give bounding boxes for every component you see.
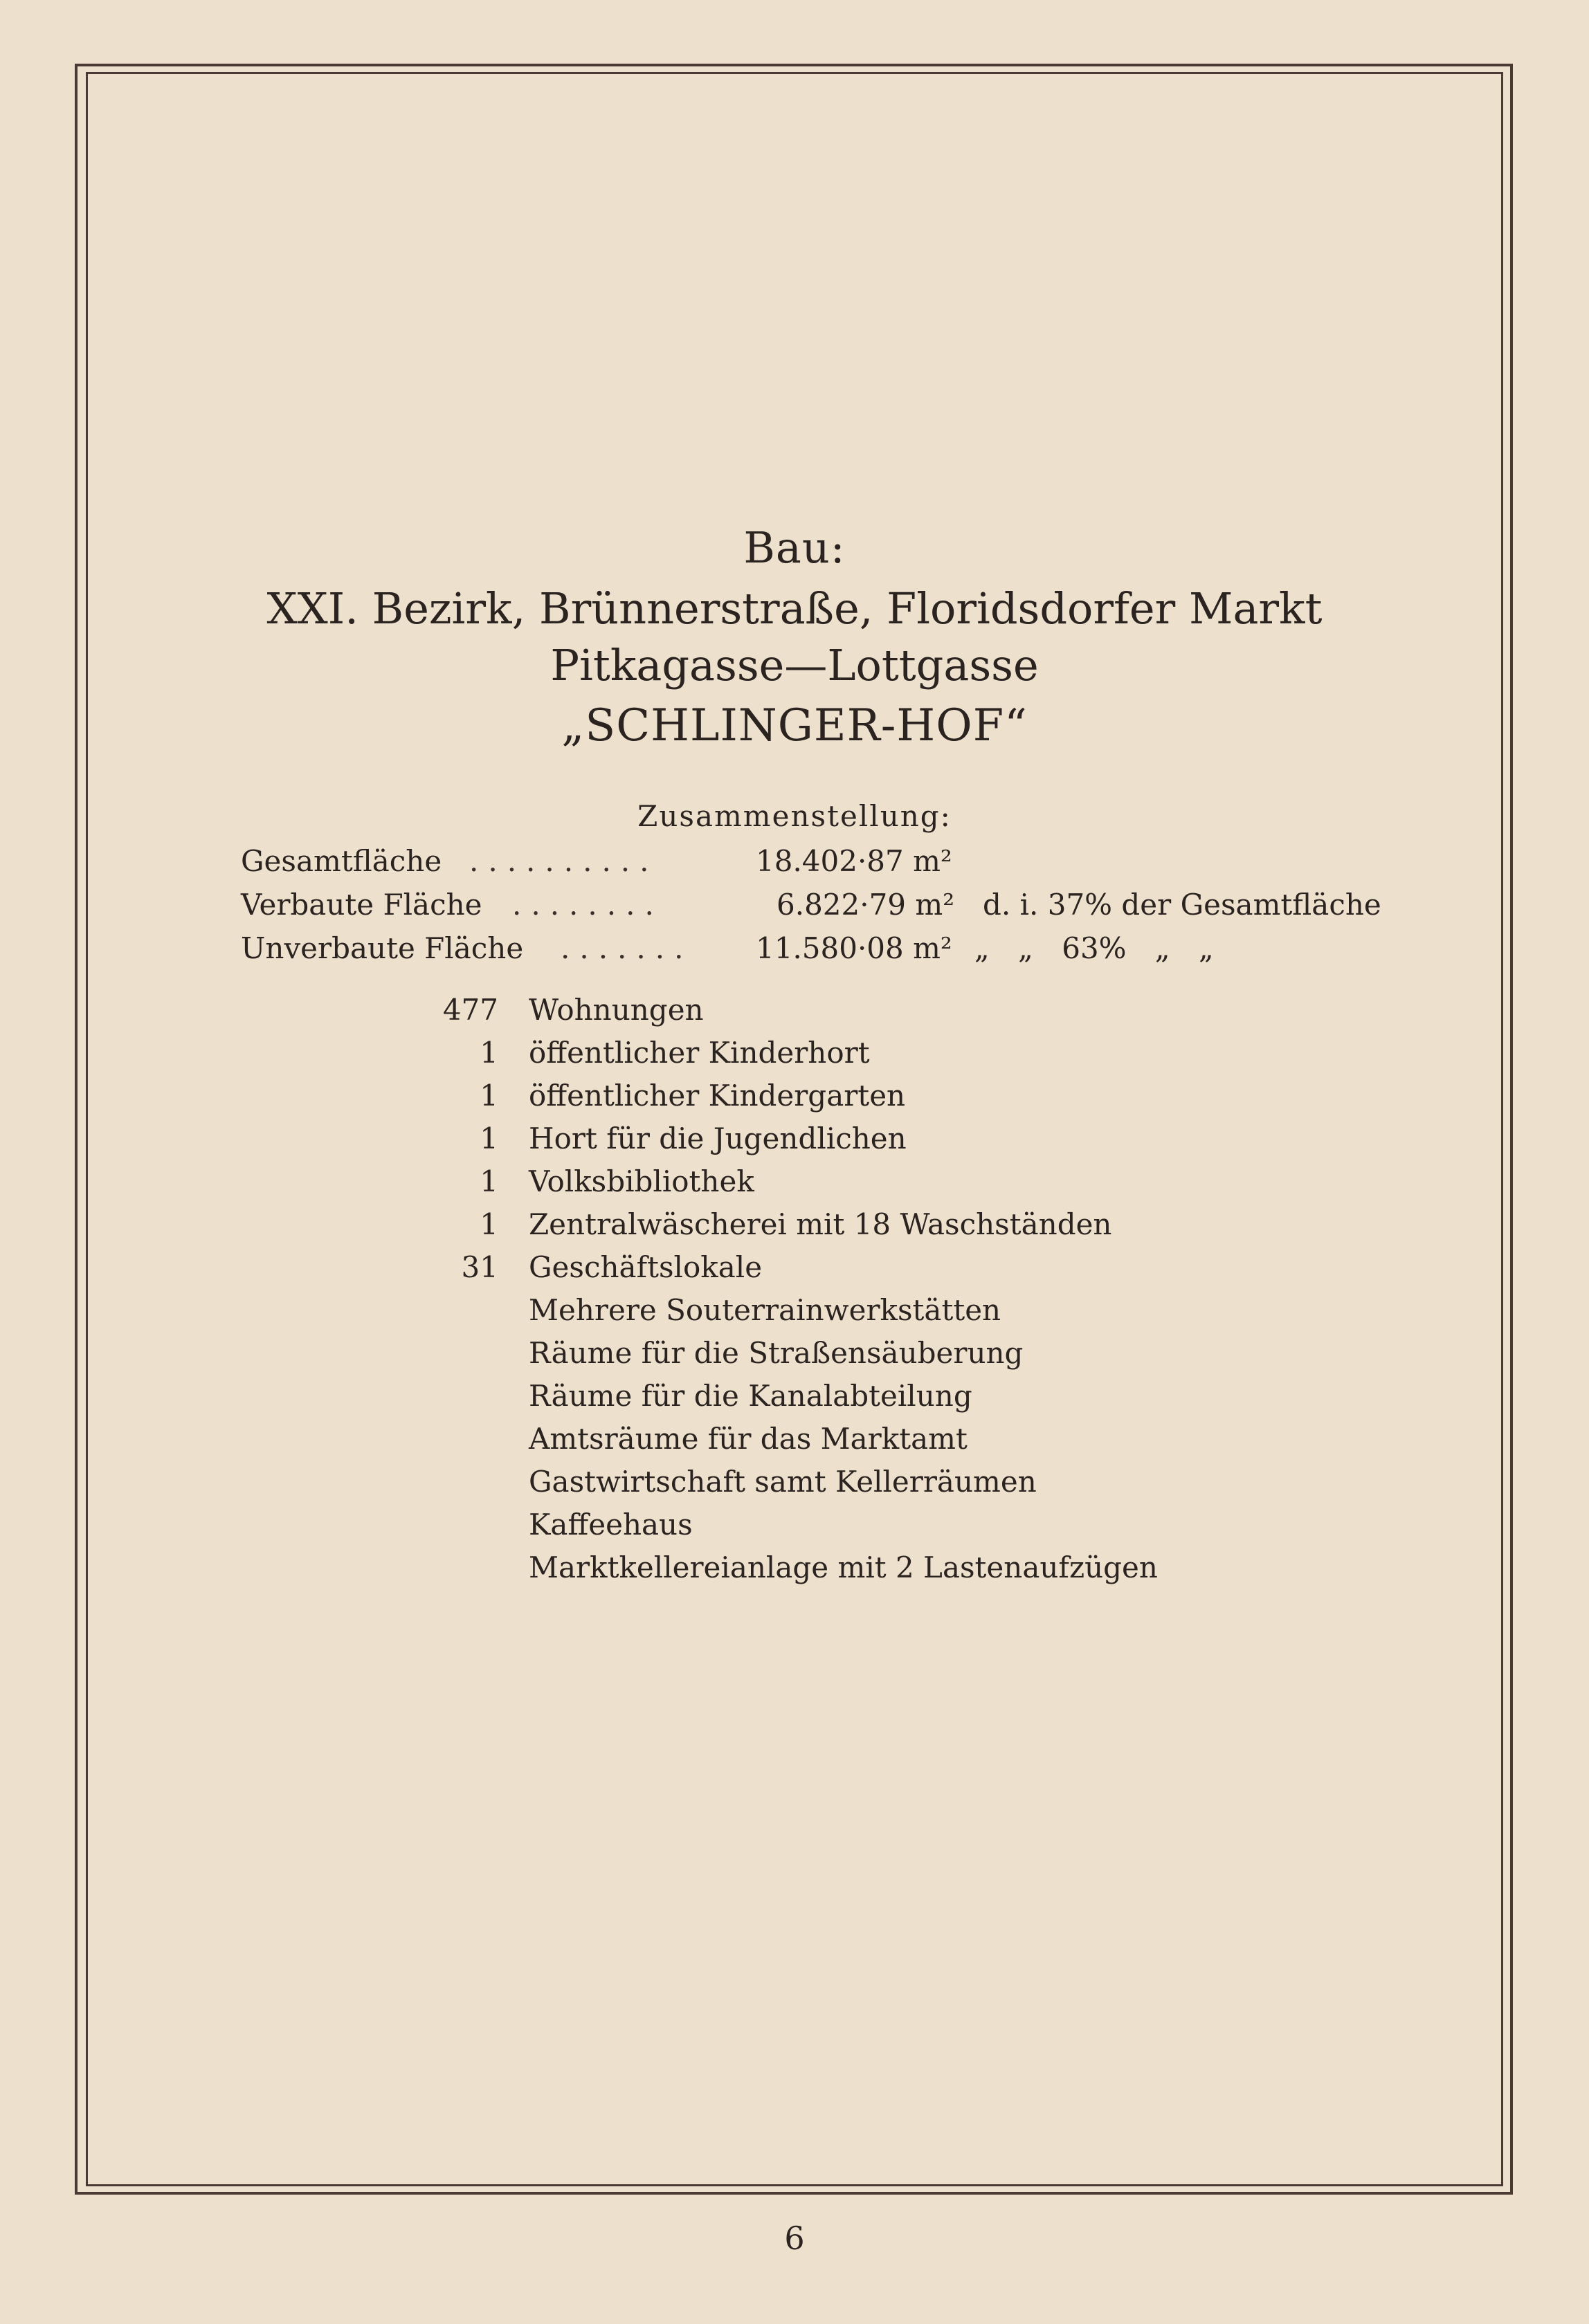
address-line-1: XXI. Bezirk, Brünnerstraße, Floridsdorfer Markt — [266, 583, 1323, 634]
item-count: 1 — [480, 1164, 498, 1198]
dot-leader: .......... — [469, 844, 659, 878]
item-count: 1 — [480, 1207, 498, 1241]
area-label: Unverbaute Fläche — [241, 931, 524, 965]
item-label: Marktkellereianlage mit 2 Lastenaufzügen — [529, 1550, 1158, 1584]
building-name: „SCHLINGER-HOF“ — [561, 700, 1028, 751]
item-count: 477 — [442, 993, 498, 1027]
item-label: Zentralwäscherei mit 18 Waschständen — [529, 1207, 1112, 1241]
area-note: „ „ 63% „ „ — [974, 931, 1214, 965]
item-label: öffentlicher Kindergarten — [529, 1079, 906, 1113]
item-label: Hort für die Jugendlichen — [529, 1122, 907, 1155]
address-line-2: Pitkagasse—Lottgasse — [550, 640, 1039, 690]
item-label: Räume für die Straßensäuberung — [529, 1336, 1024, 1370]
area-value: 6.822·79 m² — [777, 888, 955, 922]
item-label: Wohnungen — [529, 993, 704, 1027]
section-label: Bau: — [743, 522, 846, 573]
item-count: 1 — [480, 1036, 498, 1070]
area-value: 18.402·87 m² — [756, 844, 952, 878]
page-number: 6 — [784, 2220, 805, 2257]
summary-title: Zusammenstellung: — [637, 799, 952, 833]
item-label: Mehrere Souterrainwerkstätten — [529, 1293, 1001, 1327]
item-count: 31 — [461, 1250, 498, 1284]
item-count: 1 — [480, 1122, 498, 1155]
item-label: Räume für die Kanalabteilung — [529, 1379, 972, 1413]
item-label: Kaffeehaus — [529, 1508, 693, 1541]
item-label: Amtsräume für das Marktamt — [529, 1422, 968, 1456]
item-label: Geschäftslokale — [529, 1250, 763, 1284]
area-value: 11.580·08 m² — [756, 931, 952, 965]
item-label: öffentlicher Kinderhort — [529, 1036, 870, 1070]
item-count: 1 — [480, 1079, 498, 1113]
area-label: Verbaute Fläche — [241, 888, 482, 922]
dot-leader: ........ — [512, 888, 664, 922]
item-label: Volksbibliothek — [529, 1164, 754, 1198]
area-label: Gesamtfläche — [241, 844, 442, 878]
dot-leader: ....... — [561, 931, 693, 965]
item-label: Gastwirtschaft samt Kellerräumen — [529, 1465, 1037, 1499]
area-note: d. i. 37% der Gesamtfläche — [983, 888, 1381, 922]
